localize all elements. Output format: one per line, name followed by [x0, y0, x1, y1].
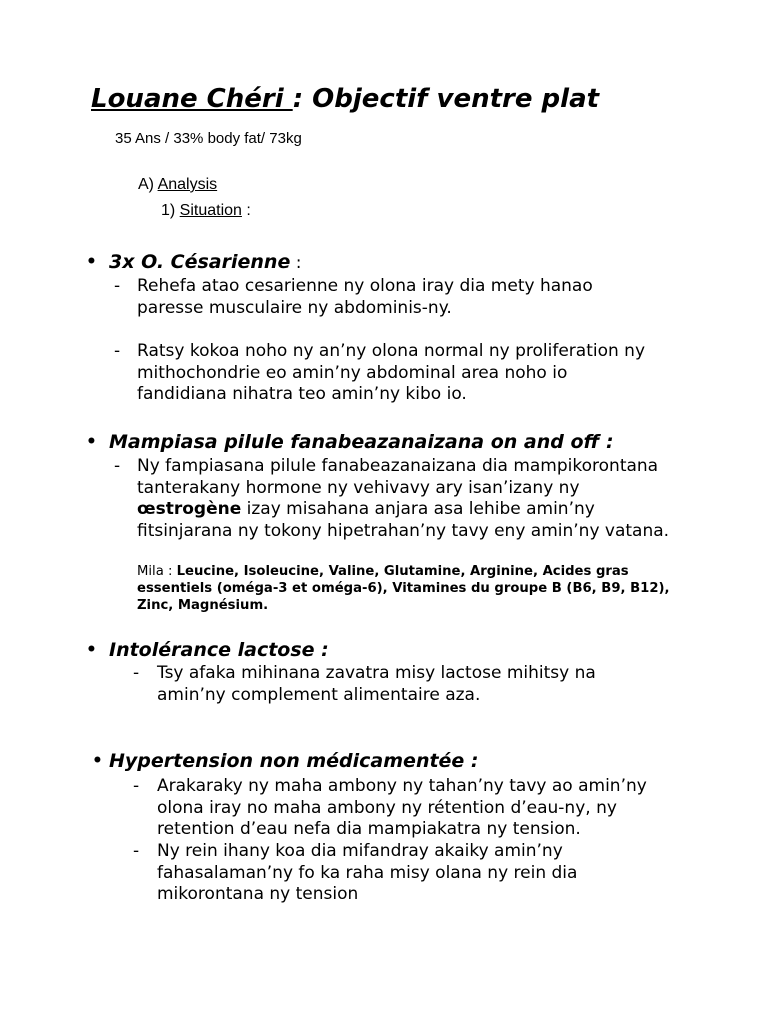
list-item: Ny rein ihany koa dia mifandray akaiky amin’ny fahasalaman’ny fo ka raha misy olana ny rein dia mikorontana ny tension: [157, 841, 578, 904]
page-title: [91, 84, 599, 114]
list-item: Tsy afaka mihinana zavatra misy lactose mihitsy na amin’ny complement alimentaire aza.: [157, 663, 596, 705]
section-heading: [138, 176, 217, 194]
item-text: izay misahana anjara asa lehibe amin’ny fitsinjarana ny tokony hipetrahan’ny tavy eny amin’ny vatana.: [137, 499, 670, 541]
dash-marker: -: [133, 663, 140, 683]
dash-marker: -: [133, 841, 140, 861]
subsection-suffix: :: [241, 202, 251, 219]
bullet-glyph: •: [86, 640, 97, 660]
bullet-heading-pilule: Mampiasa pilule fanabeazanaizana on and off :: [109, 431, 614, 453]
bullet-glyph: •: [92, 751, 103, 771]
section-label: Analysis: [157, 176, 218, 193]
bullet-heading-hypertension: Hypertension non médicamentée :: [109, 750, 479, 772]
list-item: [137, 456, 677, 542]
title-name: Louane Chéri: [91, 84, 293, 114]
list-item: Rehefa atao cesarienne ny olona iray dia mety hanao paresse musculaire ny abdominis-ny.: [137, 276, 593, 318]
subtitle: 35 Ans / 33% body fat/ 73kg: [115, 130, 302, 147]
bullet-heading-suffix: :: [290, 253, 302, 273]
mila-label: Mila :: [137, 564, 177, 579]
list-item: Arakaraky ny maha ambony ny tahan’ny tavy ao amin’ny olona iray no maha ambony ny rétention d’eau-ny, ny retention d’eau nefa dia mampiakatra ny tension.: [157, 776, 647, 839]
subsection-heading: [161, 202, 251, 220]
bullet-heading-lactose: Intolérance lactose :: [109, 639, 329, 661]
dash-marker: -: [114, 276, 121, 296]
subsection-prefix: 1): [161, 202, 180, 219]
bullet-heading-text: 3x O. Césarienne: [109, 251, 291, 273]
dash-marker: -: [114, 456, 121, 476]
list-item: Ratsy kokoa noho ny an’ny olona normal ny proliferation ny mithochondrie eo amin’ny abdominal area noho io fandidiana nihatra teo amin’ny kibo io.: [137, 341, 646, 404]
bullet-glyph: •: [86, 252, 97, 272]
dash-marker: -: [114, 341, 121, 361]
item-text: Ny fampiasana pilule fanabeazanaizana dia mampikorontana tanterakany hormone ny vehivavy ary isan’izany ny: [137, 456, 659, 498]
title-rest: : Objectif ventre plat: [292, 84, 600, 114]
mila-note: [137, 563, 672, 614]
bullet-heading-cesarienne: [109, 251, 301, 273]
dash-marker: -: [133, 776, 140, 796]
section-prefix: A): [138, 176, 158, 193]
mila-text: Leucine, Isoleucine, Valine, Glutamine, Arginine, Acides gras essentiels (oméga-3 et oméga-6), Vitamines du groupe B (B6, B9, B12), Zinc, Magnésium.: [137, 564, 670, 613]
bullet-glyph: •: [86, 432, 97, 452]
subsection-label: Situation: [179, 202, 242, 219]
item-bold-term: œstrogène: [137, 499, 242, 519]
